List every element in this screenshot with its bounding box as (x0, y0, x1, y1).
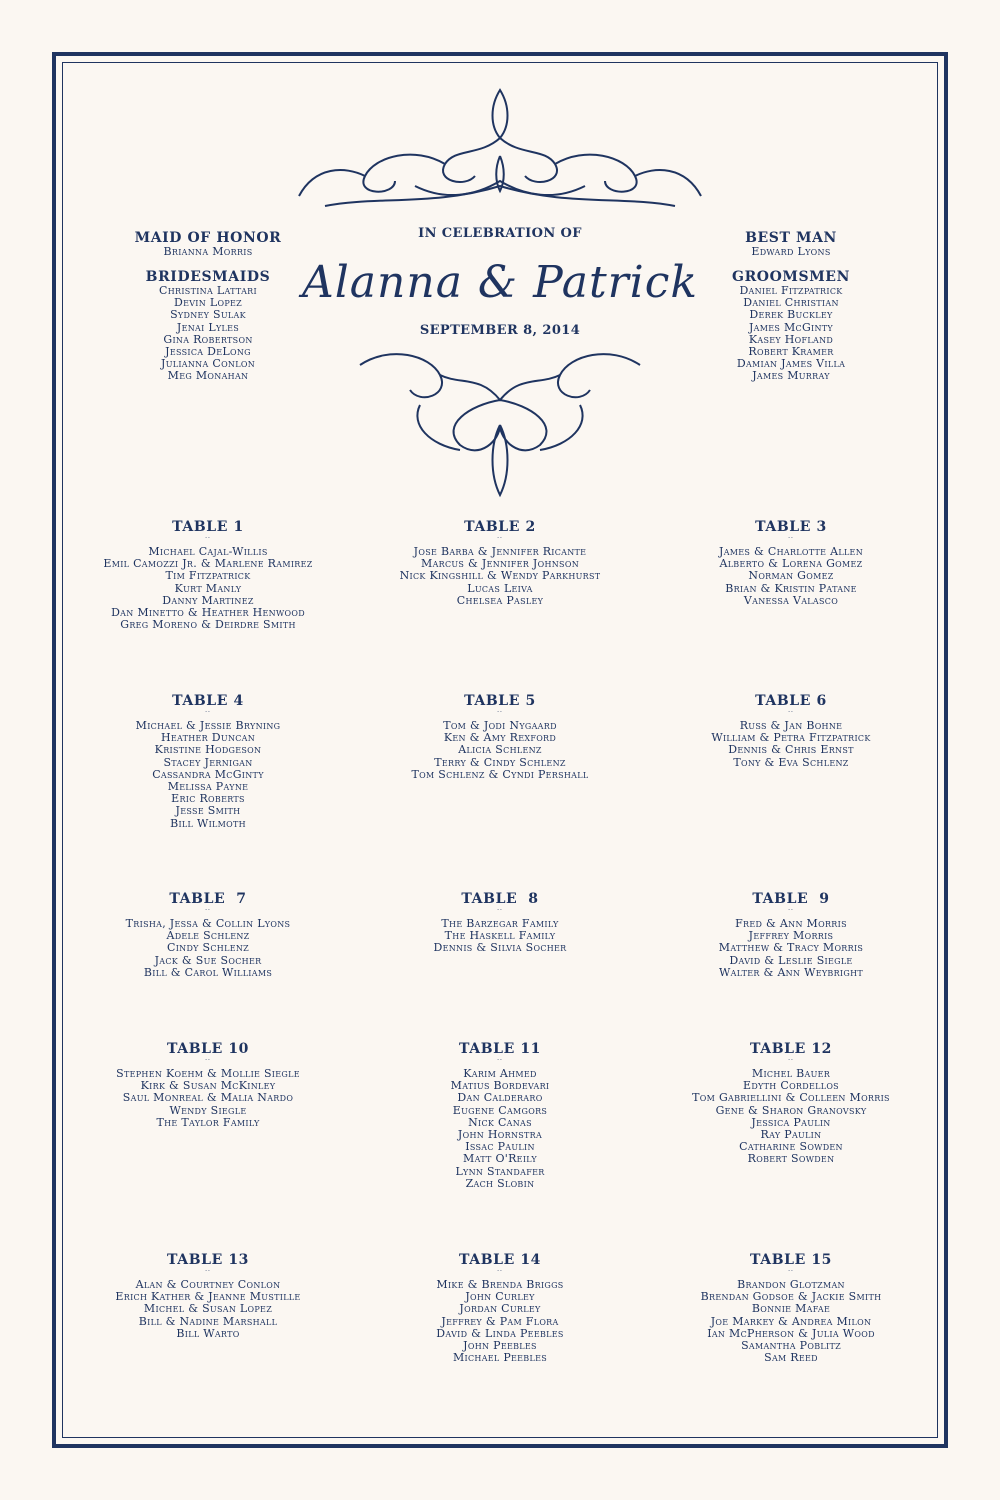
table-block (58, 891, 358, 979)
guest-name: Kurt Manly (174, 581, 242, 595)
guest-name: Edyth Cordellos (743, 1079, 839, 1093)
guest-name: Kristine Hodgeson (154, 743, 262, 757)
guest-name: John Curley (465, 1290, 535, 1304)
divider-dots: ·· (497, 709, 503, 716)
guest-name: Walter & Ann Weybright (719, 965, 863, 979)
divider-dots: ·· (788, 709, 794, 716)
divider-dots: ·· (497, 1057, 503, 1064)
guest-list (350, 546, 650, 607)
guest-name: Greg Moreno & Deirdre Smith (120, 618, 296, 632)
celebration-label: IN CELEBRATION OF (418, 226, 582, 241)
guest-name: Zach Slobin (465, 1176, 535, 1190)
table-title: TABLE 11 (458, 1041, 542, 1057)
guest-name: Dennis & Chris Ernst (728, 743, 854, 757)
divider-dots: ·· (205, 709, 211, 716)
guest-name: Chelsea Pasley (456, 593, 544, 607)
list-item: Daniel Fitzpatrick (739, 284, 843, 297)
guest-name: Vanessa Valasco (743, 593, 839, 607)
best-man-name: Edward Lyons (751, 245, 831, 258)
guest-name: Eugene Camgors (452, 1103, 548, 1117)
guest-list (350, 1068, 650, 1190)
table-title: TABLE 6 (755, 693, 827, 709)
table-block (58, 1252, 358, 1340)
list-item: James Murray (752, 369, 830, 383)
guest-name: Nick Canas (468, 1115, 532, 1129)
guest-name: Erich Kather & Jeanne Mustille (115, 1290, 301, 1304)
guest-list (58, 720, 358, 830)
guest-name: Ken & Amy Rexford (443, 731, 557, 745)
guest-name: Jose Barba & Jennifer Ricante (413, 545, 587, 558)
groomsmen-list (691, 285, 891, 383)
list-item: Gina Robertson (163, 332, 253, 346)
guest-name: Michel & Susan Lopez (143, 1302, 273, 1316)
guest-list (350, 1279, 650, 1364)
guest-name: Jeffrey & Pam Flora (441, 1314, 559, 1328)
divider-dots: ·· (205, 1268, 211, 1275)
list-item: Devin Lopez (173, 296, 243, 310)
maid-of-honor-heading: MAID OF HONOR (134, 230, 282, 246)
best-man-heading: BEST MAN (745, 230, 837, 246)
guest-list (58, 546, 358, 631)
guest-list (350, 918, 650, 955)
divider-dots: ·· (788, 535, 794, 542)
table-title: TABLE 9 (752, 891, 830, 907)
guest-name: Lynn Standafer (455, 1164, 545, 1178)
guest-name: Tony & Eva Schlenz (733, 755, 849, 769)
guest-name: Trisha, Jessa & Collin Lyons (125, 917, 291, 930)
table-title: TABLE 1 (172, 519, 244, 535)
guest-name: Michael Cajal-Willis (148, 545, 268, 558)
guest-name: Michael Peebles (452, 1351, 548, 1365)
guest-name: Karim Ahmed (463, 1067, 537, 1080)
table-title: TABLE 10 (166, 1041, 250, 1057)
guest-name: Sam Reed (764, 1351, 818, 1365)
guest-list (58, 918, 358, 979)
guest-name: Catharine Sowden (739, 1140, 843, 1154)
guest-name: William & Petra Fitzpatrick (711, 731, 871, 745)
guest-name: Michael & Jessie Bryning (135, 719, 281, 732)
guest-list (641, 1279, 941, 1364)
list-item: Julianna Conlon (160, 357, 256, 371)
guest-name: Jeffrey Morris (748, 929, 834, 943)
guest-name: Brian & Kristin Patane (725, 581, 857, 595)
table-block (641, 891, 941, 979)
table-title: TABLE 12 (749, 1041, 833, 1057)
couple-names: Alanna & Patrick (301, 257, 699, 308)
guest-name: Wendy Siegle (169, 1103, 247, 1117)
guest-name: Bonnie Mafae (751, 1302, 831, 1316)
table-block (641, 693, 941, 769)
guest-name: Alan & Courtney Conlon (135, 1278, 281, 1291)
guest-name: Cindy Schlenz (166, 941, 249, 955)
guest-name: The Taylor Family (156, 1115, 260, 1129)
guest-name: Jack & Sue Socher (154, 953, 262, 967)
guest-name: Stephen Koehm & Mollie Siegle (116, 1067, 300, 1080)
guest-name: Ray Paulin (760, 1128, 822, 1142)
list-item: Sydney Sulak (170, 308, 246, 322)
table-title: TABLE 15 (749, 1252, 833, 1268)
table-block (58, 1041, 358, 1129)
table-block (641, 1252, 941, 1364)
list-item: Derek Buckley (749, 308, 833, 322)
guest-name: Brendan Godsoe & Jackie Smith (700, 1290, 882, 1304)
guest-name: Alicia Schlenz (458, 743, 542, 757)
guest-name: Kirk & Susan McKinley (140, 1079, 276, 1093)
list-item: James McGinty (748, 320, 834, 334)
table-block (350, 519, 650, 607)
guest-name: Gene & Sharon Granovsky (715, 1103, 867, 1117)
guest-name: Bill Wilmoth (170, 816, 246, 830)
bottom-flourish-ornament (350, 345, 650, 500)
table-block (58, 519, 358, 631)
guest-name: Fred & Ann Morris (735, 917, 847, 930)
guest-name: Terry & Cindy Schlenz (434, 755, 566, 769)
list-item: Christina Lattari (159, 284, 257, 297)
list-item: Jessica DeLong (165, 345, 251, 359)
guest-name: Cassandra McGinty (152, 767, 264, 781)
divider-dots: ·· (788, 1268, 794, 1275)
table-title: TABLE 4 (172, 693, 244, 709)
table-block (58, 693, 358, 830)
top-flourish-ornament (295, 86, 705, 226)
table-block (350, 693, 650, 781)
table-block (350, 891, 650, 955)
guest-name: Danny Martinez (162, 593, 254, 607)
guest-name: Jordan Curley (459, 1302, 541, 1316)
guest-name: Matt O'Reily (463, 1152, 537, 1166)
guest-name: Dan Calderaro (457, 1091, 543, 1105)
guest-name: Jessica Paulin (751, 1115, 831, 1129)
table-title: TABLE 3 (755, 519, 827, 535)
guest-name: Issac Paulin (465, 1140, 535, 1154)
guest-name: Stacey Jernigan (163, 755, 253, 769)
table-title: TABLE 8 (461, 891, 539, 907)
guest-name: The Haskell Family (444, 929, 556, 943)
table-block (641, 1041, 941, 1166)
table-block (350, 1252, 650, 1364)
guest-name: Brandon Glotzman (737, 1278, 845, 1291)
guest-name: The Barzegar Family (441, 917, 559, 930)
wedding-date: SEPTEMBER 8, 2014 (419, 323, 581, 338)
guest-name: Marcus & Jennifer Johnson (421, 557, 579, 571)
list-item: Robert Kramer (748, 345, 834, 359)
guest-name: Lucas Leiva (467, 581, 533, 595)
divider-dots: ·· (205, 907, 211, 914)
divider-dots: ·· (497, 535, 503, 542)
guest-list (58, 1279, 358, 1340)
groom-party (691, 231, 891, 383)
guest-name: John Hornstra (457, 1128, 543, 1142)
guest-list (641, 720, 941, 769)
guest-name: Tim Fitzpatrick (165, 569, 251, 583)
divider-dots: ·· (205, 535, 211, 542)
list-item: Damian James Villa (736, 357, 846, 371)
divider-dots: ·· (788, 1057, 794, 1064)
groomsmen-heading: GROOMSMEN (732, 269, 850, 285)
table-title: TABLE 14 (458, 1252, 542, 1268)
guest-name: Melissa Payne (167, 780, 249, 794)
guest-name: Dennis & Silvia Socher (433, 941, 567, 955)
guest-name: Joe Markey & Andrea Milon (710, 1314, 872, 1328)
guest-name: Eric Roberts (171, 792, 245, 806)
guest-name: Heather Duncan (160, 731, 256, 745)
guest-name: Tom Gabriellini & Colleen Morris (692, 1091, 890, 1105)
table-title: TABLE 7 (169, 891, 247, 907)
guest-name: Norman Gomez (748, 569, 834, 583)
guest-name: John Peebles (463, 1339, 537, 1353)
guest-name: David & Linda Peebles (436, 1326, 564, 1340)
guest-name: Jesse Smith (175, 804, 241, 818)
maid-of-honor-name: Brianna Morris (163, 245, 253, 258)
guest-list (58, 1068, 358, 1129)
guest-name: Dan Minetto & Heather Henwood (111, 606, 305, 620)
guest-name: Emil Camozzi Jr. & Marlene Ramirez (103, 557, 313, 571)
divider-dots: ·· (497, 907, 503, 914)
list-item: Daniel Christian (743, 296, 839, 310)
guest-name: Saul Monreal & Malia Nardo (122, 1091, 294, 1105)
table-title: TABLE 13 (166, 1252, 250, 1268)
guest-name: Adele Schlenz (166, 929, 250, 943)
list-item: Jenai Lyles (176, 320, 240, 334)
divider-dots: ·· (497, 1268, 503, 1275)
guest-name: Bill Warto (176, 1326, 240, 1340)
table-title: TABLE 2 (464, 519, 536, 535)
guest-list (350, 720, 650, 781)
guest-name: Nick Kingshill & Wendy Parkhurst (399, 569, 601, 583)
guest-list (641, 1068, 941, 1166)
guest-name: James & Charlotte Allen (718, 545, 863, 558)
guest-name: David & Leslie Siegle (729, 953, 853, 967)
bride-party (108, 231, 308, 383)
guest-name: Bill & Nadine Marshall (138, 1314, 278, 1328)
guest-name: Robert Sowden (747, 1152, 835, 1166)
guest-name: Tom & Jodi Nygaard (443, 719, 557, 732)
guest-name: Michel Bauer (751, 1067, 831, 1080)
guest-name: Mike & Brenda Briggs (436, 1278, 564, 1291)
list-item: Kasey Hofland (748, 332, 834, 346)
guest-name: Ian McPherson & Julia Wood (707, 1326, 875, 1340)
guest-name: Matthew & Tracy Morris (718, 941, 864, 955)
guest-name: Russ & Jan Bohne (739, 719, 843, 732)
bridesmaids-heading: BRIDESMAIDS (145, 269, 271, 285)
table-block (641, 519, 941, 607)
guest-name: Tom Schlenz & Cyndi Pershall (411, 767, 589, 781)
guest-name: Samantha Poblitz (741, 1339, 841, 1353)
guest-name: Alberto & Lorena Gomez (719, 557, 863, 571)
table-title: TABLE 5 (464, 693, 536, 709)
divider-dots: ·· (205, 1057, 211, 1064)
guest-name: Matius Bordevari (450, 1079, 550, 1093)
guest-list (641, 546, 941, 607)
table-block (350, 1041, 650, 1190)
guest-name: Bill & Carol Williams (143, 965, 273, 979)
divider-dots: ·· (788, 907, 794, 914)
guest-list (641, 918, 941, 979)
list-item: Meg Monahan (167, 369, 249, 383)
bridesmaids-list (108, 285, 308, 383)
